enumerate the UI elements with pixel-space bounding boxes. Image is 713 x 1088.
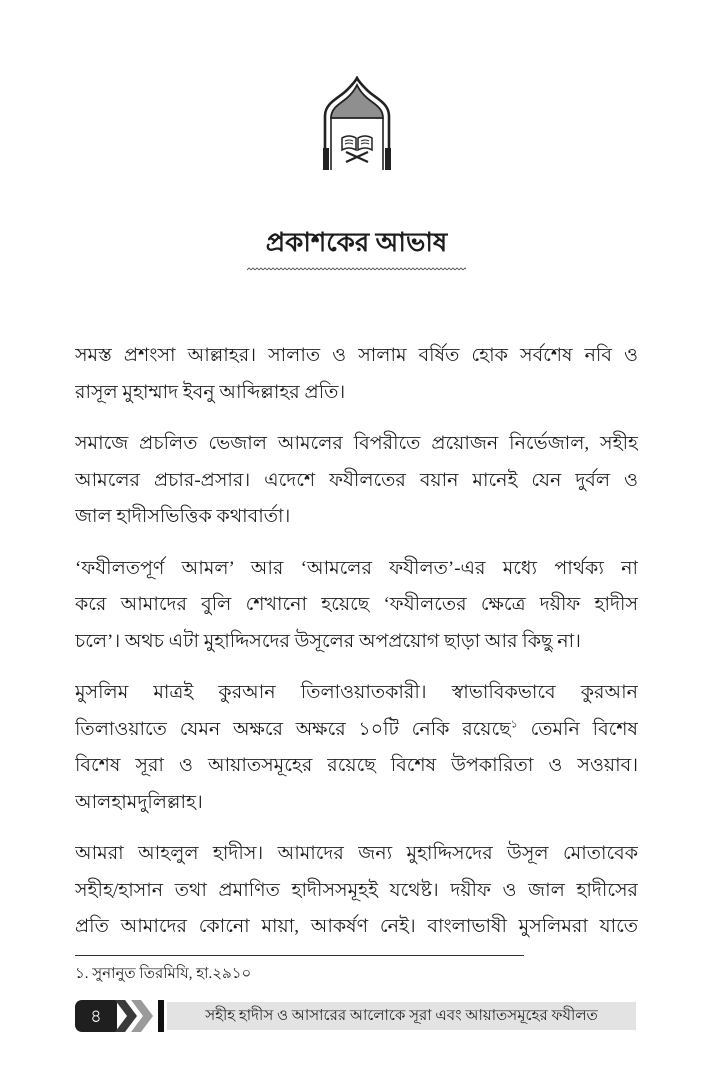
- text-line: মুসলিম মাত্রই কুরআন তিলাওয়াতকারী। স্বাভাবিকভাবে কুরআন: [75, 682, 638, 703]
- text-line: সহীহ/হাসান তথা প্রমাণিত হাদীসসমূহই যথেষ্ট। দয়ীফ ও জাল হাদীসের: [75, 879, 638, 901]
- text-line: প্রতি আমাদের কোনো মায়া, আকর্ষণ নেই। বাংলাভাষী মুসলিমরা যাতে: [75, 916, 638, 937]
- text-line-with-footnote: [75, 712, 638, 749]
- text-line: রাসূল মুহাম্মাদ ইবনু আব্দিল্লাহর প্রতি।: [75, 381, 346, 403]
- heading-divider: [247, 266, 466, 272]
- page-title: প্রকাশকের আভাষ: [265, 228, 448, 257]
- paragraph: [75, 551, 638, 661]
- paragraph: [75, 836, 638, 946]
- footer-divider-bar: [158, 1000, 164, 1032]
- text-line: ‘ফযীলতপূর্ণ আমল’ আর ‘আমলের ফযীলত’-এর মধ্যে পার্থক্য না: [75, 557, 638, 579]
- page-number: ৪: [75, 1000, 117, 1032]
- text-segment: তেমনি বিশেষ: [517, 718, 638, 740]
- paragraph: [75, 675, 638, 821]
- text-line: আলহামদুলিল্লাহ।: [75, 791, 203, 813]
- mosque-arch-quran-icon: [318, 76, 396, 172]
- paragraph: [75, 338, 638, 411]
- text-line: সমাজে প্রচলিত ভেজাল আমলের বিপরীতে প্রয়োজন নির্ভেজাল, সহীহ: [75, 433, 638, 454]
- footnote-divider: [75, 955, 524, 956]
- paragraph: [75, 426, 638, 536]
- footnote-marker: ১: [510, 718, 518, 731]
- body-text: [75, 338, 638, 961]
- text-line: সমস্ত প্রশংসা আল্লাহর। সালাত ও সালাম বর্ষিত হোক সর্বশেষ নবি ও: [75, 345, 638, 366]
- text-line: আমরা আহলুল হাদীস। আমাদের জন্য মুহাদ্দিসদের উসূল মোতাবেক: [75, 843, 638, 864]
- text-line: চলে’। অথচ এটা মুহাদ্দিসদের উসূলের অপপ্রয়োগ ছাড়া আর কিছু না।: [75, 630, 581, 652]
- text-line: জাল হাদীসভিত্তিক কথাবার্তা।: [75, 506, 291, 527]
- footnote: ১. সুনানুত তিরমিযি, হা.২৯১০: [75, 966, 252, 982]
- text-line: করে আমাদের বুলি শেখানো হয়েছে ‘ফযীলতের ক্ষেত্রে দয়ীফ হাদীস: [75, 594, 638, 615]
- text-line: আমলের প্রচার-প্রসার। এদেশে ফযীলতের বয়ান মানেই যেন দুর্বল ও: [75, 469, 638, 491]
- chevron-right-icon: [115, 1000, 159, 1032]
- running-footer-title: সহীহ হাদীস ও আসারের আলোকে সূরা এবং আয়াতসমূহের ফযীলত: [167, 1002, 636, 1030]
- text-line: বিশেষ সূরা ও আয়াতসমূহের রয়েছে বিশেষ উপকারিতা ও সওয়াব।: [75, 755, 638, 776]
- text-segment: তিলাওয়াতে যেমন অক্ষরে অক্ষরে ১০টি নেকি রয়েছে: [75, 718, 511, 740]
